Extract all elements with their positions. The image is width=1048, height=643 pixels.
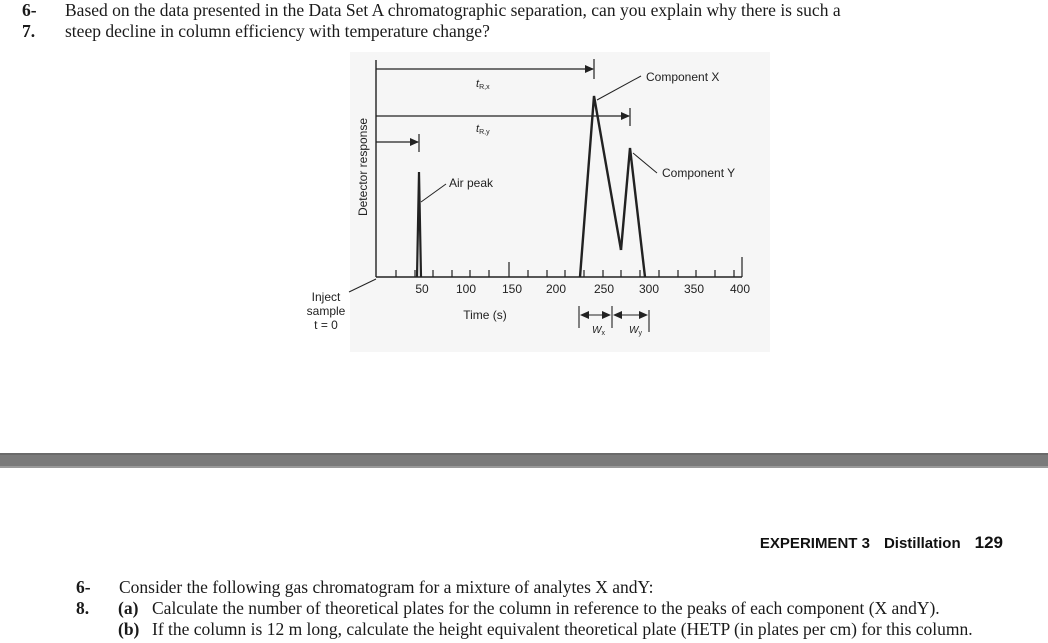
experiment-label: EXPERIMENT 3 bbox=[759, 535, 870, 552]
question-text-line1: Based on the data presented in the Data Set A chromatographic separation, can you explain why there is such a bbox=[65, 0, 841, 20]
tick-label: 200 bbox=[545, 282, 567, 296]
question-text-line2: steep decline in column efficiency with temperature change? bbox=[65, 21, 490, 41]
label-air-peak: Air peak bbox=[449, 176, 494, 190]
section-title: Distillation bbox=[883, 535, 961, 552]
subquestion-label: (b) bbox=[118, 619, 140, 639]
subquestion-text: If the column is 12 m long, calculate the height equivalent theoretical plate (HETP (in plates per cm) for this column. bbox=[152, 619, 973, 639]
question-number: 6-7. bbox=[22, 0, 37, 41]
label-component-y: Component Y bbox=[662, 166, 736, 180]
tick-label: 300 bbox=[638, 282, 660, 296]
subquestion-a bbox=[118, 598, 940, 619]
subquestion-label: (a) bbox=[118, 598, 139, 618]
tick-label: 100 bbox=[455, 282, 477, 296]
inject-label-line3: t = 0 bbox=[314, 318, 338, 332]
subquestion-text: Calculate the number of theoretical plates for the column in reference to the peaks of each component (X andY). bbox=[152, 598, 940, 618]
running-header bbox=[760, 533, 1003, 553]
subquestion-b bbox=[118, 619, 973, 640]
x-axis-label: Time (s) bbox=[463, 308, 507, 322]
tick-label: 250 bbox=[593, 282, 615, 296]
tick-label: 50 bbox=[415, 282, 429, 296]
chromatogram-figure bbox=[300, 52, 770, 352]
tick-label: 150 bbox=[501, 282, 523, 296]
figure-background bbox=[350, 52, 770, 352]
y-axis-label: Detector response bbox=[356, 117, 370, 217]
page-number: 129 bbox=[974, 533, 1003, 552]
label-tr-x: tR,x bbox=[476, 78, 490, 91]
label-tr-y: tR,y bbox=[476, 123, 490, 136]
label-w-x: $W_x$ bbox=[592, 325, 605, 337]
question-number: 6-8. bbox=[76, 577, 91, 618]
question-text: Consider the following gas chromatogram for a mixture of analytes X andY: bbox=[119, 577, 654, 597]
inject-label-line2: sample bbox=[306, 304, 346, 318]
tick-label: 400 bbox=[729, 282, 751, 296]
label-component-x: Component X bbox=[646, 70, 720, 84]
tick-label: 350 bbox=[683, 282, 705, 296]
page-divider bbox=[0, 453, 1048, 468]
label-w-y: $W_y$ bbox=[629, 325, 642, 337]
inject-label-line1: Inject bbox=[311, 290, 341, 304]
